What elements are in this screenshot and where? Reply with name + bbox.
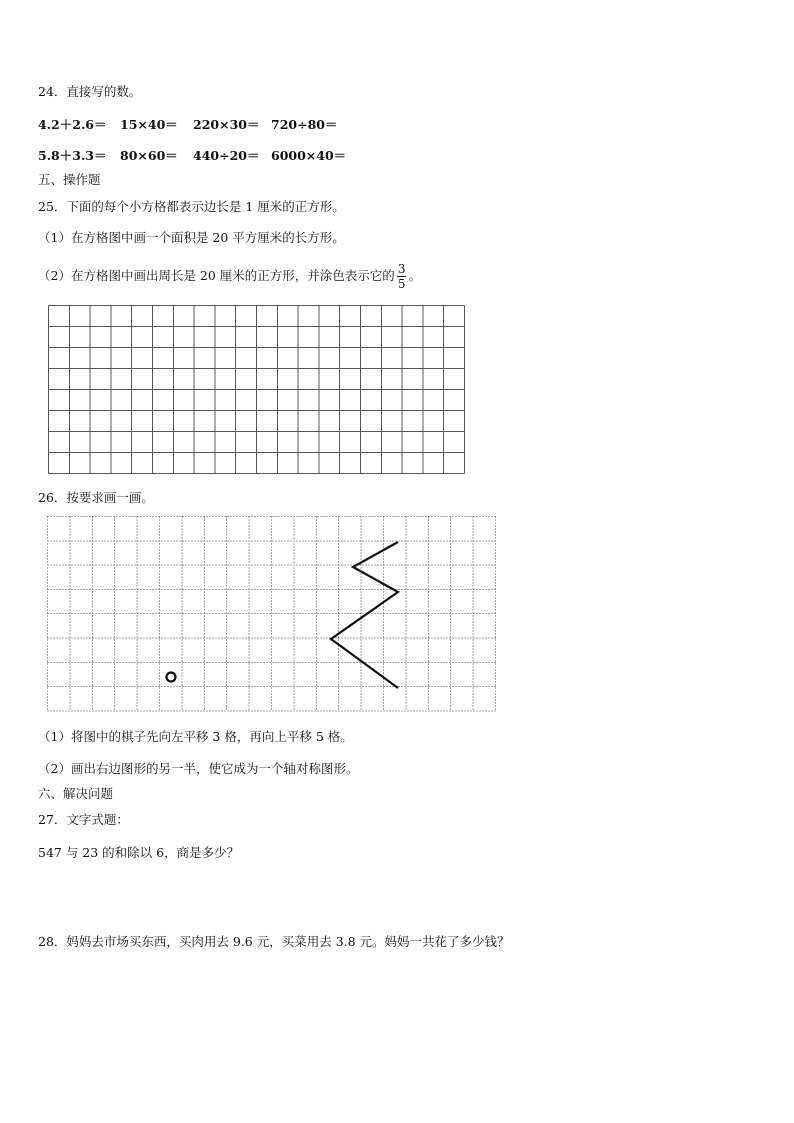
zigzag-half-figure bbox=[331, 542, 398, 688]
q24-row-2 bbox=[38, 146, 361, 164]
q25-part-2-text: （2）在方格图中画出周长是 20 厘米的正方形，并涂色表示它的 bbox=[38, 268, 395, 283]
q24-title: 24．直接写的数。 bbox=[38, 84, 142, 99]
fraction bbox=[397, 262, 407, 291]
section-5-heading: 五、操作题 bbox=[38, 172, 101, 187]
q28-text: 28．妈妈去市场买东西，买肉用去 9.6 元，买菜用去 3.8 元。妈妈一共花了多少钱？ bbox=[38, 934, 510, 949]
q26-part-1: （1）将图中的棋子先向左平移 3 格，再向上平移 5 格。 bbox=[38, 729, 353, 744]
fraction-numerator: 3 bbox=[397, 261, 406, 276]
section-6-heading: 六、解决问题 bbox=[38, 786, 114, 801]
q24-item: 220×30＝ bbox=[193, 117, 260, 132]
q27-text: 547 与 23 的和除以 6，商是多少？ bbox=[38, 845, 240, 860]
fraction-denominator: 5 bbox=[397, 276, 406, 291]
q25-part-2 bbox=[38, 258, 421, 294]
q25-part-1: （1）在方格图中画一个面积是 20 平方厘米的长方形。 bbox=[38, 230, 345, 245]
q24-item: 720÷80＝ bbox=[271, 117, 338, 132]
q25-square-grid[interactable] bbox=[47, 304, 467, 476]
q25-part-2-end: 。 bbox=[408, 268, 421, 283]
q26-part-2: （2）画出右边图形的另一半，使它成为一个轴对称图形。 bbox=[38, 761, 359, 776]
q24-item: 80×60＝ bbox=[120, 148, 178, 163]
q24-item: 6000×40＝ bbox=[271, 148, 347, 163]
q24-row-1 bbox=[38, 115, 361, 133]
q24-item: 4.2＋2.6＝ bbox=[38, 117, 107, 132]
q27-title: 27．文字式题： bbox=[38, 812, 129, 827]
q26-title: 26．按要求画一画。 bbox=[38, 490, 154, 505]
chess-piece[interactable] bbox=[167, 673, 176, 682]
q24-item: 5.8＋3.3＝ bbox=[38, 148, 107, 163]
q25-title: 25．下面的每个小方格都表示边长是 1 厘米的正方形。 bbox=[38, 199, 345, 214]
q26-dotted-grid[interactable] bbox=[46, 515, 504, 715]
q24-item: 440÷20＝ bbox=[193, 148, 260, 163]
q24-item: 15×40＝ bbox=[120, 117, 178, 132]
